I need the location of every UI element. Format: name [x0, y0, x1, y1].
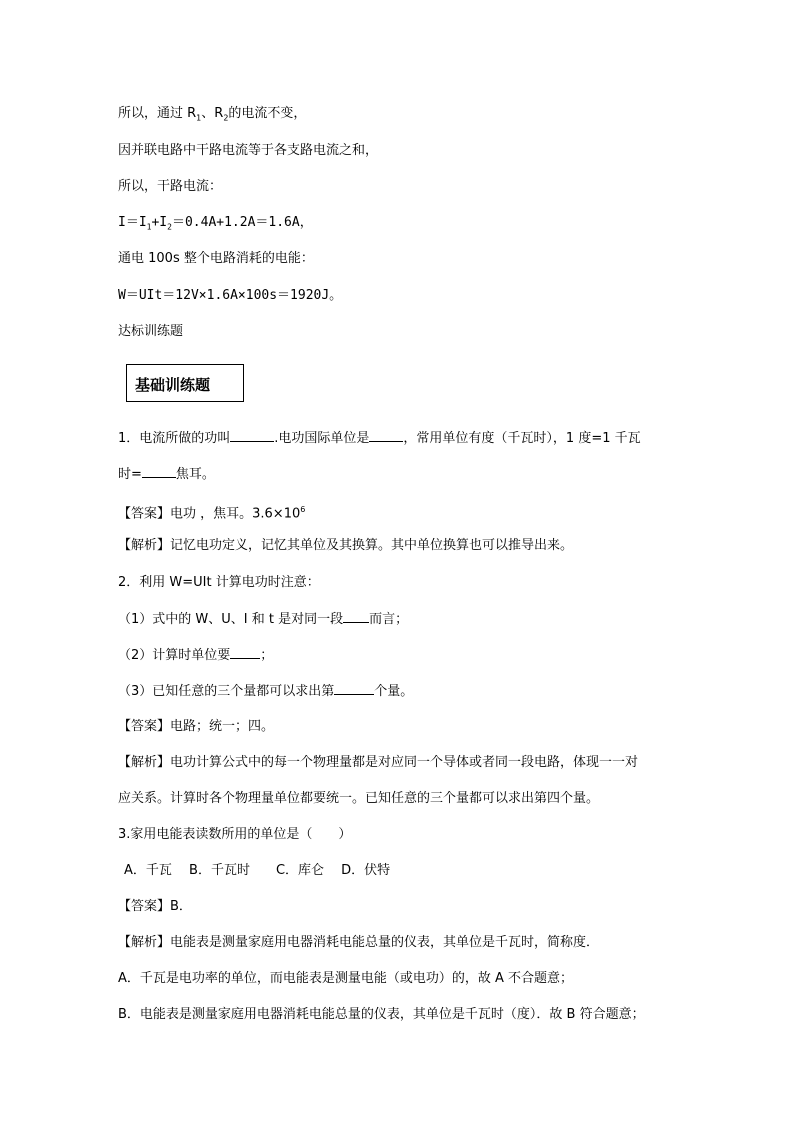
text-segment: 所以，通过 R	[118, 106, 197, 121]
question-2-item-2	[118, 646, 273, 664]
answer-blank	[142, 465, 176, 478]
question-3-explanation-a: A．千瓦是电功率的单位，而电能表是测量电能（或电功）的，故 A 不合题意；	[118, 971, 574, 986]
text-line-main-current: 所以，干路电流：	[118, 179, 223, 194]
text-segment: 【答案】电功 ，焦耳。3.6×10	[118, 506, 301, 522]
subscript: 2	[167, 222, 172, 232]
subscript: 1	[196, 113, 202, 123]
equation-current	[118, 214, 313, 232]
text-segment: +I	[151, 215, 168, 230]
question-3-title: 3.家用电能表读数所用的单位是（ ）	[118, 827, 352, 842]
text-segment: 时=	[118, 467, 142, 482]
answer-blank	[369, 429, 403, 442]
question-1-analysis: 【解析】记忆电功定义，记忆其单位及其换算。其中单位换算也可以推导出来。	[118, 538, 574, 553]
superscript: 6	[300, 505, 306, 514]
question-3-analysis: 【解析】电能表是测量家庭用电器消耗电能总量的仪表，其单位是千瓦时，简称度．	[118, 935, 600, 950]
text-segment: （3）已知任意的三个量都可以求出第	[118, 684, 335, 699]
text-segment: 焦耳。	[175, 467, 215, 482]
subscript: 2	[223, 113, 229, 123]
answer-blank	[230, 646, 260, 659]
question-3-options: A．千瓦 B．千瓦时 C．库仑 D．伏特	[124, 863, 391, 878]
question-2-item-3	[118, 682, 413, 700]
text-segment: ＝0.4A+1.2A＝1.6A，	[171, 215, 313, 230]
question-1-answer	[118, 501, 306, 522]
question-2-answer: 【答案】电路；统一；四。	[118, 719, 275, 734]
text-line-parallel-rule: 因并联电路中干路电流等于各支路电流之和，	[118, 143, 379, 158]
text-line-practice-heading: 达标训练题	[118, 324, 184, 339]
answer-blank	[334, 682, 374, 695]
question-3-explanation-b: B．电能表是测量家庭用电器消耗电能总量的仪表，其单位是千瓦时（度）．故 B 符合题意；	[118, 1007, 645, 1022]
text-segment: ；	[260, 648, 274, 663]
text-line-current-unchanged	[118, 105, 306, 123]
text-segment: 个量。	[374, 684, 414, 699]
text-segment: 1．电流所做的功叫	[118, 431, 231, 446]
text-segment: .电功国际单位是	[274, 431, 370, 446]
question-2-analysis-line-1: 【解析】电功计算公式中的每一个物理量都是对应同一个导体或者同一段电路，体现一一对	[118, 755, 639, 770]
text-segment: 而言；	[369, 612, 409, 627]
question-1-line-1	[118, 429, 641, 447]
equation-energy: W＝UIt＝12V×1.6A×100s＝1920J。	[118, 288, 343, 303]
question-2-item-1	[118, 610, 408, 628]
text-segment: （1）式中的 W、U、I 和 t 是对同一段	[118, 612, 344, 627]
question-3-answer: 【答案】B．	[118, 899, 192, 914]
text-segment: （2）计算时单位要	[118, 648, 231, 663]
text-segment: ，常用单位有度（千瓦时），1 度=1 千瓦	[403, 431, 641, 446]
section-title: 基础训练题	[135, 376, 211, 394]
answer-blank	[230, 429, 274, 442]
answer-blank	[343, 610, 369, 623]
text-line-energy-intro: 通电 100s 整个电路消耗的电能：	[118, 251, 314, 266]
question-2-title: 2．利用 W=UIt 计算电功时注意：	[118, 575, 320, 590]
section-title-box	[126, 364, 244, 402]
question-1-line-2	[118, 465, 215, 483]
subscript: 1	[146, 222, 152, 232]
text-segment: I＝I	[118, 215, 147, 230]
question-2-analysis-line-2: 应关系。计算时各个物理量单位都要统一。已知任意的三个量都可以求出第四个量。	[118, 791, 600, 806]
text-segment: 的电流不变，	[228, 106, 307, 121]
text-segment: 、R	[201, 106, 224, 121]
